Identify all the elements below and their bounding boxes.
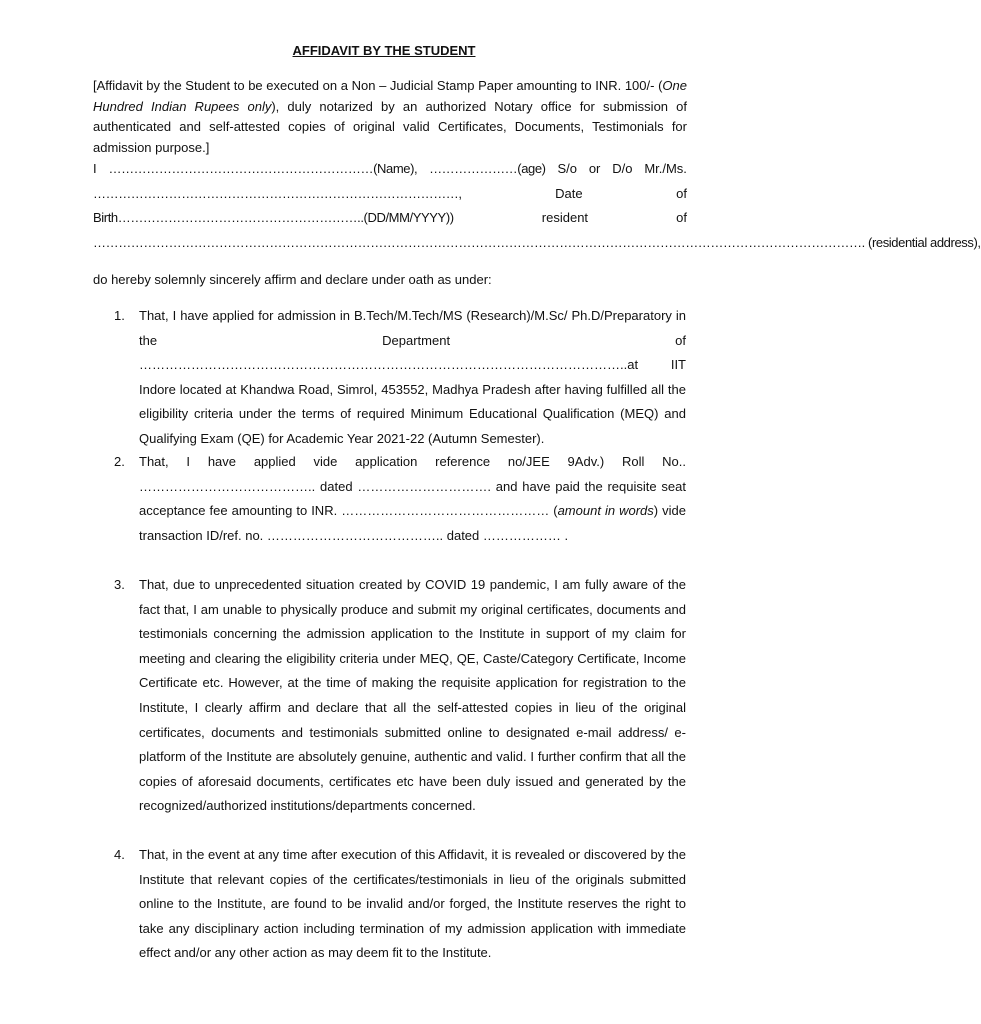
clause-number: 1. xyxy=(114,308,125,323)
clause-2 xyxy=(114,450,686,548)
personal-details-line-2 xyxy=(93,186,687,202)
clause-3 xyxy=(114,573,686,819)
declaration-statement: do hereby solemnly sincerely affirm and declare under oath as under: xyxy=(93,272,492,287)
amount-in-words-label: amount in words xyxy=(557,503,654,519)
parent-name-field: ……………………………………………………………………………, xyxy=(93,186,462,201)
clause-text xyxy=(139,450,686,548)
daughter-of-label: D/o xyxy=(612,161,633,176)
clause-number: 3. xyxy=(114,577,125,592)
or-label: or xyxy=(588,161,601,176)
intro-text-part3: ), duly notarized by an authorized Notary office for submission of authenticated and self-attested copies of original valid Certificates, Documents, Testimonials for admission purpose.] xyxy=(93,98,687,155)
intro-text-part1: [Affidavit by the Student to be executed on a Non – Judicial Stamp Paper amounting to INR. 100/- ( xyxy=(93,78,663,93)
date-label: Date xyxy=(555,186,583,201)
pronoun-i: I xyxy=(93,161,97,176)
birth-date-field: Birth…………………………………………………..(DD/MM/YYYY)) xyxy=(93,210,454,225)
clause-1 xyxy=(114,304,686,452)
clause-4 xyxy=(114,843,686,966)
personal-details-line-3 xyxy=(93,210,687,226)
personal-details-line-4 xyxy=(93,235,981,251)
clause-text: That, due to unprecedented situation created by COVID 19 pandemic, I am fully aware of the fact that, I am unable to physically produce and submit my original certificates, documents and testimonials concerning the admission application to the Institute in support of my claim for meeting and clearing the eligibility criteria under MEQ, QE, Caste/Category Certificate, Income Certificate etc. However, at the time of making the requisite application for registration to the Institute, I clearly affirm and declare that all the self-attested copies in lieu of the original certificates, documents and testimonials submitted online to designated e-mail address/ e-platform of the Institute are absolutely genuine, authentic and valid. I further confirm that all the copies of aforesaid documents, certificates etc have been duly issued and generated by the recognized/authorized institutions/departments concerned. xyxy=(139,577,686,814)
clause-number: 2. xyxy=(114,454,125,469)
clause-text-part1: That, I have applied vide application reference no/JEE 9Adv.) Roll No.. ………………………………….. dated …………………………. and have paid the requisite seat acceptance fee amounting to INR. ………………………………………… ( xyxy=(139,454,686,519)
son-of-label: S/o xyxy=(557,161,577,176)
age-field: …………………(age) xyxy=(429,161,546,176)
document-title: AFFIDAVIT BY THE STUDENT xyxy=(292,43,476,58)
name-field: ………………………………………………………(Name), xyxy=(108,161,418,176)
intro-paragraph xyxy=(93,76,687,158)
clause-text: That, I have applied for admission in B.Tech/M.Tech/MS (Research)/M.Sc/ Ph.D/Preparatory in the Department of …………………………………………………………………………………………………..at IIT Indore located at Khandwa Road, Simrol, 453552, Madhya Pradesh after having fulfilled all the eligibility criteria under the terms of required Minimum Educational Qualification (MEQ) and Qualifying Exam (QE) for Academic Year 2021-22 (Autumn Semester). xyxy=(139,308,686,446)
clause-text-part3: ) vide transaction ID/ref. no. ………………………………….. dated ……………… . xyxy=(139,503,686,543)
residential-address-field: …………………………………………………………………………………………………………………………………………………………………. (residential address), xyxy=(93,235,981,250)
clause-text: That, in the event at any time after execution of this Affidavit, it is revealed or discovered by the Institute that relevant copies of the certificates/testimonials in lieu of the originals submitted online to the Institute, are found to be invalid and/or forged, the Institute reserves the right to take any disciplinary action including termination of my admission application with immediate effect and/or any other action as may deem fit to the Institute. xyxy=(139,847,686,961)
clause-number: 4. xyxy=(114,847,125,862)
resident-label: resident xyxy=(541,210,589,225)
personal-details-line-1 xyxy=(93,161,687,177)
of-label: of xyxy=(676,186,687,201)
intro-text-italic: One Hundred Indian Rupees only xyxy=(93,78,687,114)
salutation-label: Mr./Ms. xyxy=(644,161,687,176)
of-label: of xyxy=(676,210,687,225)
